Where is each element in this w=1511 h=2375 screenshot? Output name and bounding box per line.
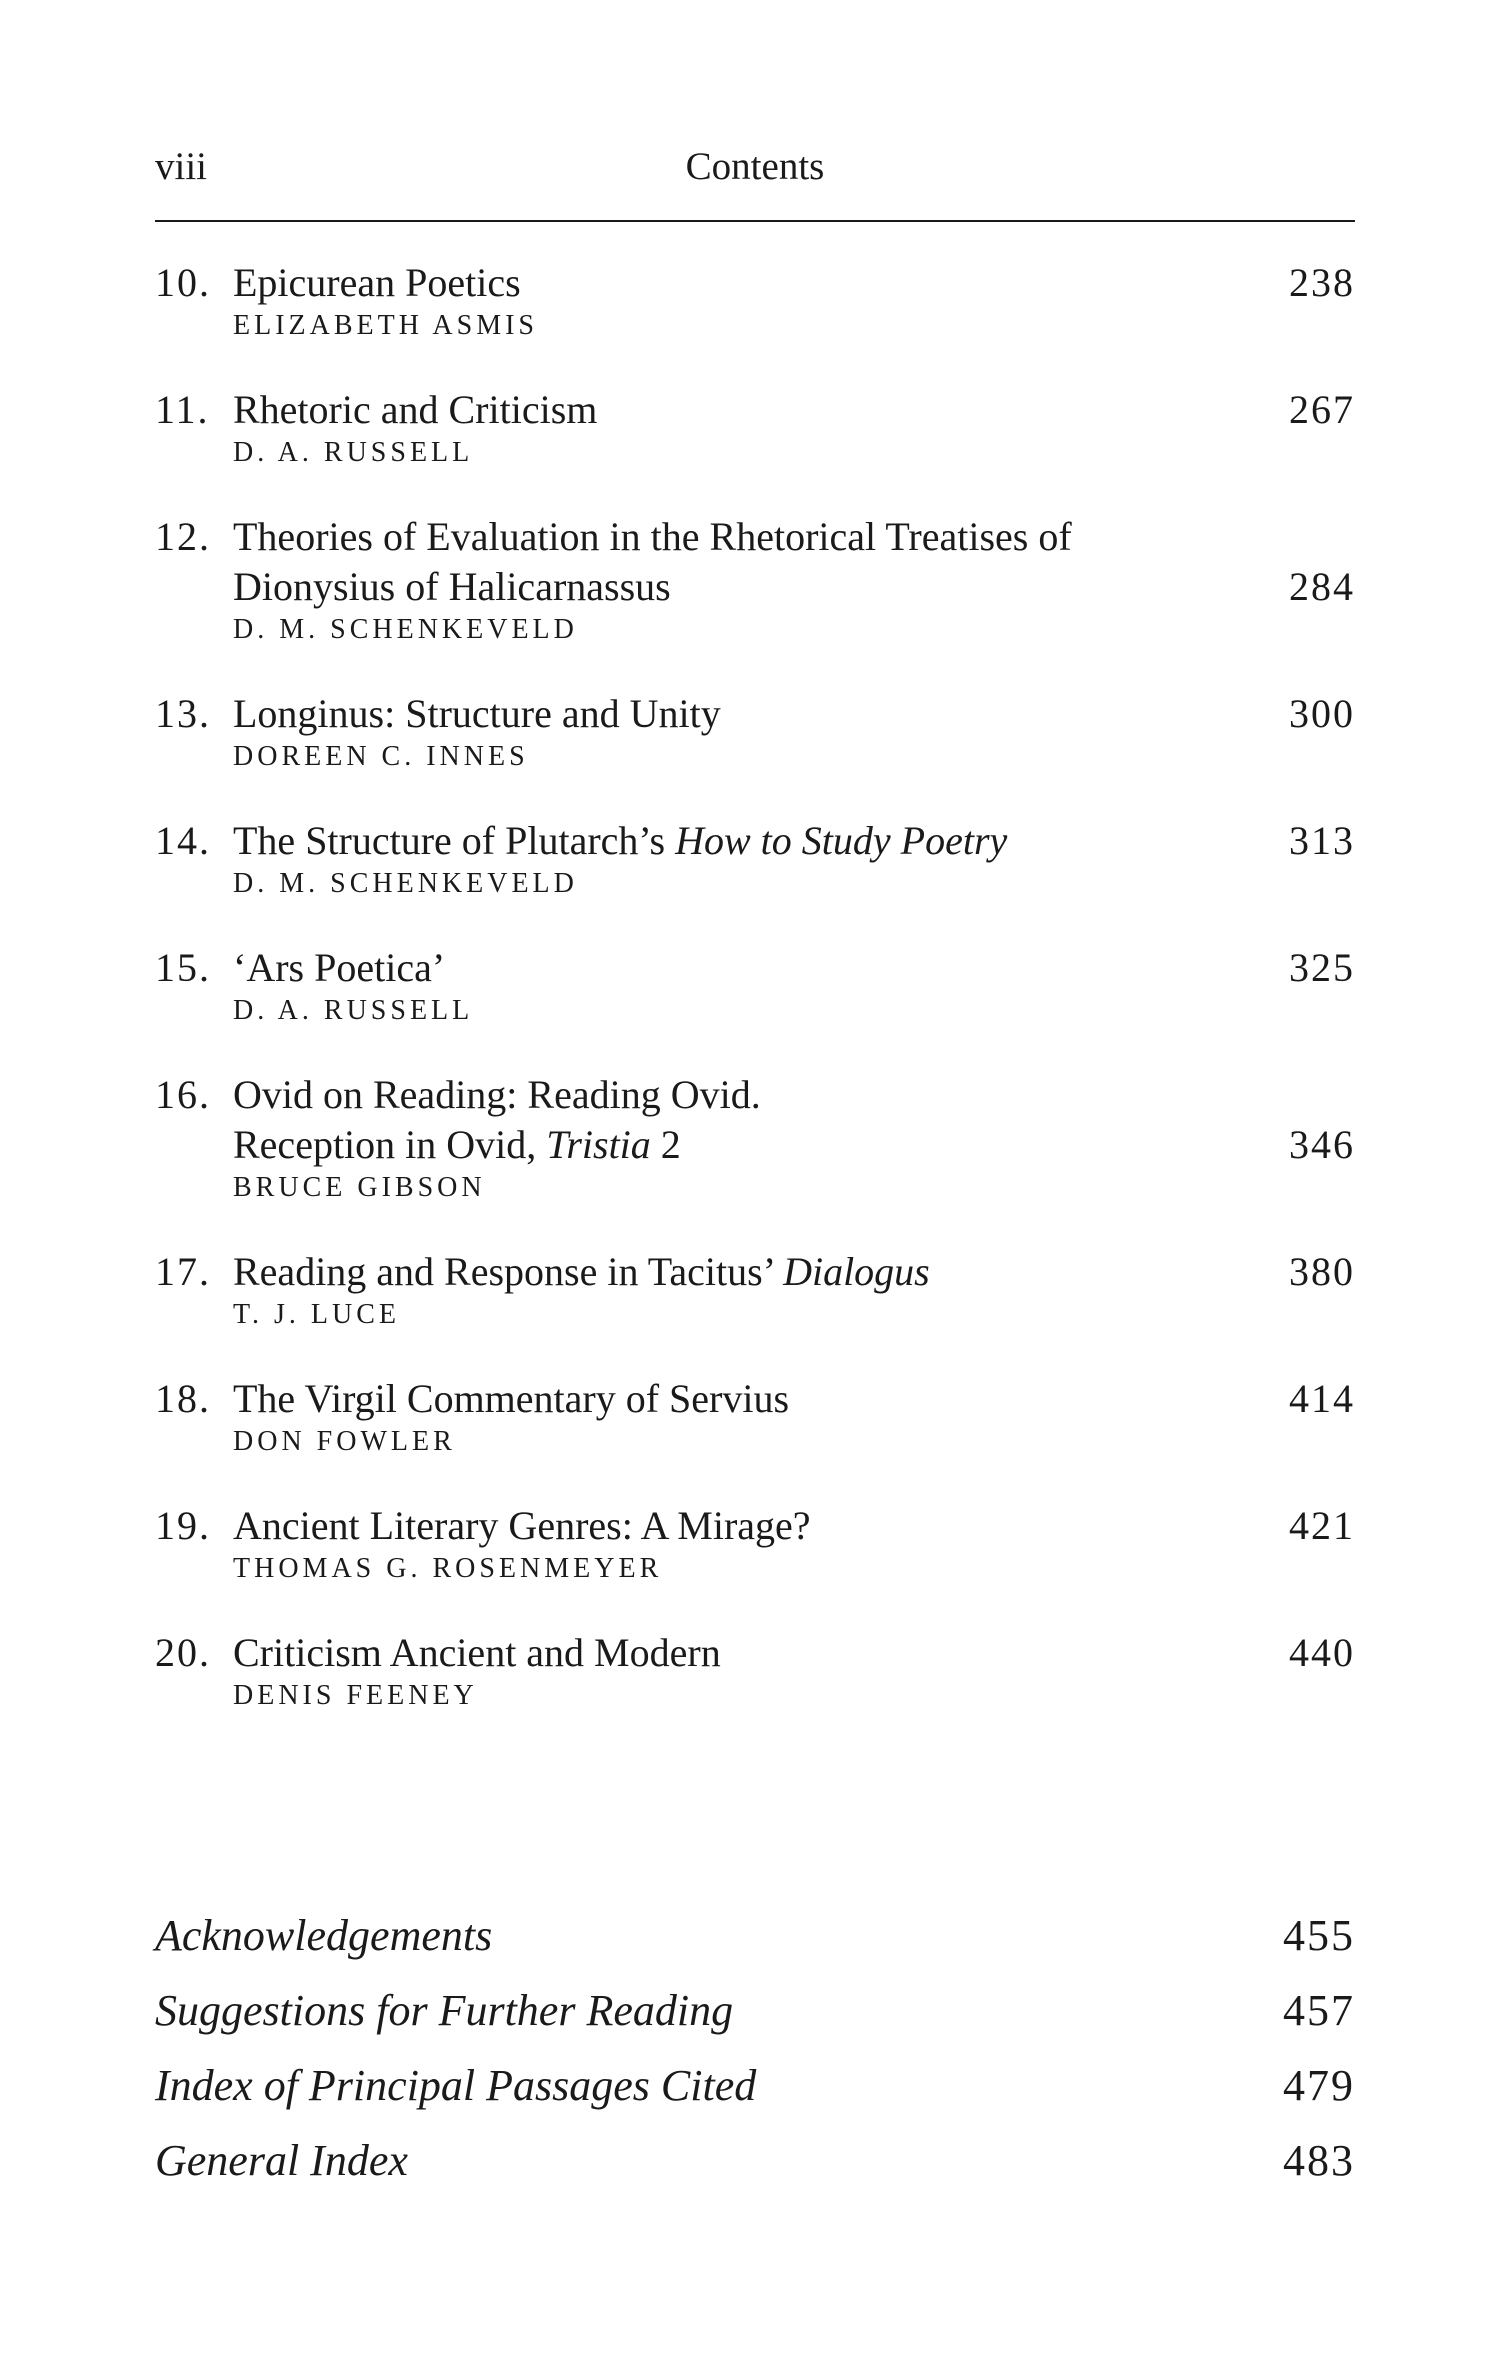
chapter-number: 10. [155, 260, 211, 305]
chapter-number: 11. [155, 387, 210, 432]
chapter-number [155, 1120, 233, 1170]
entry-line [155, 689, 1355, 739]
chapter-number: 12. [155, 514, 211, 559]
page-number: 457 [1283, 1986, 1355, 2035]
page-number: 483 [1283, 2136, 1355, 2185]
chapter-title [233, 1374, 1275, 1424]
back-matter-title: Index of Principal Passages Cited [155, 2061, 757, 2110]
chapter-author: D. A. RUSSELL [233, 995, 474, 1026]
chapter-title [233, 816, 1275, 866]
page-folio: viii [155, 145, 208, 188]
toc-entry[interactable] [155, 689, 1355, 775]
title-segment: Longinus: Structure and Unity [233, 691, 721, 736]
toc-entry[interactable] [155, 943, 1355, 1029]
chapter-title [233, 689, 1275, 739]
toc-entry[interactable] [155, 816, 1355, 902]
toc-entry[interactable] [155, 385, 1355, 471]
entry-line [155, 512, 1355, 562]
italic-title-segment: Tristia [546, 1122, 651, 1167]
title-segment: The Structure of Plutarch’s [233, 818, 676, 863]
chapter-author: THOMAS G. ROSENMEYER [233, 1553, 663, 1584]
entry-line [155, 1628, 1355, 1678]
page-number: 238 [1289, 260, 1355, 305]
header-rule [155, 220, 1355, 222]
back-matter-title: Acknowledgements [155, 1911, 493, 1960]
title-segment: Theories of Evaluation in the Rhetorical Treatises of [233, 514, 1072, 559]
chapter-title [233, 1247, 1275, 1297]
back-matter-entry[interactable] [155, 1973, 1355, 2048]
page-number: 300 [1289, 691, 1355, 736]
entry-line [155, 562, 1355, 612]
back-matter-entry[interactable] [155, 1898, 1355, 1973]
entry-line [155, 816, 1355, 866]
chapter-title [233, 1628, 1275, 1678]
toc-entry[interactable] [155, 1070, 1355, 1206]
chapter-author: BRUCE GIBSON [233, 1172, 486, 1203]
page-number: 313 [1289, 818, 1355, 863]
entry-line [155, 258, 1355, 308]
title-segment: 2 [650, 1122, 681, 1167]
toc-entry[interactable] [155, 258, 1355, 344]
entry-line [155, 1070, 1355, 1120]
chapter-list [155, 258, 1355, 1755]
page-number: 284 [1289, 564, 1355, 609]
chapter-number: 15. [155, 945, 211, 990]
page-number [1275, 512, 1355, 562]
title-segment: Dionysius of Halicarnassus [233, 564, 671, 609]
title-segment: Reception in Ovid, [233, 1122, 547, 1167]
toc-entry[interactable] [155, 1501, 1355, 1587]
page-number: 479 [1283, 2061, 1355, 2110]
chapter-number [155, 562, 233, 612]
page-number: 455 [1283, 1911, 1355, 1960]
chapter-author: DON FOWLER [233, 1426, 456, 1457]
chapter-number: 17. [155, 1249, 211, 1294]
chapter-title [233, 1120, 1275, 1170]
title-segment: Epicurean Poetics [233, 260, 521, 305]
chapter-title [233, 562, 1275, 612]
chapter-title [233, 258, 1275, 308]
italic-title-segment: How to Study Poetry [675, 818, 1008, 863]
page-number: 325 [1289, 945, 1355, 990]
running-head [155, 144, 1355, 194]
title-segment: Criticism Ancient and Modern [233, 1630, 721, 1675]
title-segment: Reading and Response in Tacitus’ [233, 1249, 784, 1294]
toc-entry[interactable] [155, 1247, 1355, 1333]
entry-line [155, 1120, 1355, 1170]
chapter-author: DENIS FEENEY [233, 1680, 478, 1711]
title-segment: The Virgil Commentary of Servius [233, 1376, 790, 1421]
page-number: 414 [1289, 1376, 1355, 1421]
back-matter-title: General Index [155, 2136, 408, 2185]
page-number: 380 [1289, 1249, 1355, 1294]
chapter-number: 18. [155, 1376, 211, 1421]
toc-entry[interactable] [155, 1628, 1355, 1714]
chapter-author: D. M. SCHENKEVELD [233, 868, 578, 899]
entry-line [155, 943, 1355, 993]
back-matter-title: Suggestions for Further Reading [155, 1986, 734, 2035]
page-number: 440 [1289, 1630, 1355, 1675]
page-number: 267 [1289, 387, 1355, 432]
chapter-number: 19. [155, 1503, 211, 1548]
contents-page [155, 0, 1355, 2375]
page-number: 346 [1289, 1122, 1355, 1167]
entry-line [155, 385, 1355, 435]
back-matter-entry[interactable] [155, 2048, 1355, 2123]
chapter-author: D. A. RUSSELL [233, 437, 474, 468]
toc-entry[interactable] [155, 1374, 1355, 1460]
entry-line [155, 1247, 1355, 1297]
chapter-title [233, 1501, 1275, 1551]
back-matter-list [155, 1898, 1355, 2198]
chapter-title [233, 943, 1275, 993]
page-number [1275, 1070, 1355, 1120]
page-title: Contents [685, 145, 825, 188]
chapter-number: 13. [155, 691, 211, 736]
chapter-number: 20. [155, 1630, 211, 1675]
entry-line [155, 1374, 1355, 1424]
chapter-author: D. M. SCHENKEVELD [233, 614, 578, 645]
chapter-title [233, 385, 1275, 435]
toc-entry[interactable] [155, 512, 1355, 648]
chapter-number: 16. [155, 1072, 211, 1117]
chapter-title [233, 1070, 1275, 1120]
back-matter-entry[interactable] [155, 2123, 1355, 2198]
page-number: 421 [1289, 1503, 1355, 1548]
italic-title-segment: Dialogus [783, 1249, 930, 1294]
chapter-title [233, 512, 1275, 562]
entry-line [155, 1501, 1355, 1551]
title-segment: Ovid on Reading: Reading Ovid. [233, 1072, 761, 1117]
title-segment: Rhetoric and Criticism [233, 387, 598, 432]
title-segment: Ancient Literary Genres: A Mirage? [233, 1503, 811, 1548]
chapter-author: ELIZABETH ASMIS [233, 310, 538, 341]
chapter-author: DOREEN C. INNES [233, 741, 529, 772]
chapter-number: 14. [155, 818, 211, 863]
title-segment: ‘Ars Poetica’ [233, 945, 446, 990]
chapter-author: T. J. LUCE [233, 1299, 401, 1330]
